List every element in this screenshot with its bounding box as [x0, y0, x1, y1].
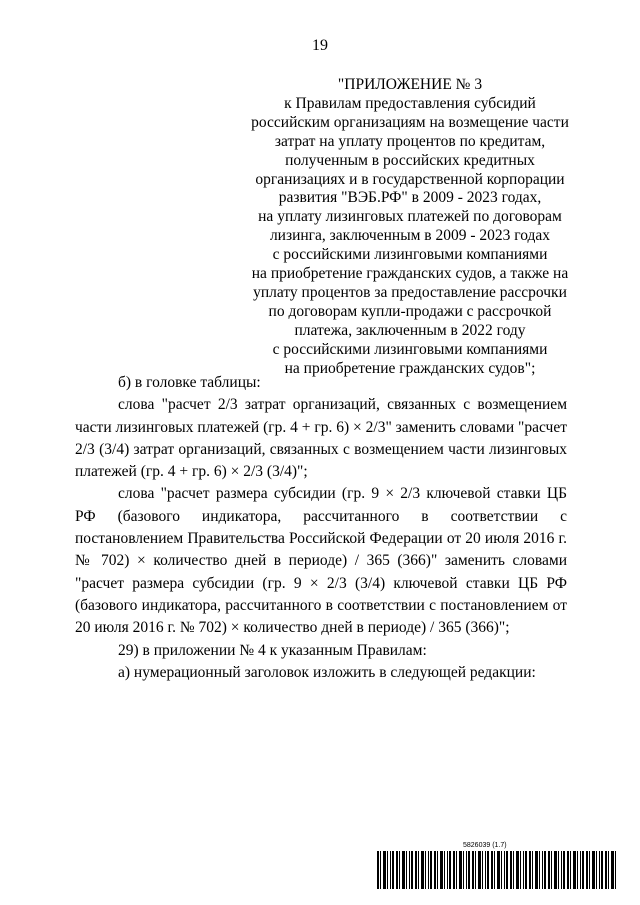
appendix-header-line: на уплату лизинговых платежей по договорам — [258, 208, 562, 226]
barcode-code: 5826039 (1.7) — [463, 842, 507, 849]
document-body — [75, 372, 567, 684]
appendix-header-line: платежа, заключенным в 2022 году — [294, 321, 526, 339]
paragraph-words-replacement-1: слова "расчет 2/3 затрат организаций, связанных с возмещением части лизинговых платежей (гр. 4 + гр. 6) × 2/3" заменить словами "расчет 2/3 (3/4) затрат организаций, связанных с возмещением части лизинговых платежей (гр. 4 + гр. 6) × 2/3 (3/4)"; — [75, 396, 567, 481]
appendix-header-line: уплату процентов за предоставление рассрочки — [253, 283, 567, 301]
barcode-block — [377, 842, 617, 890]
barcode-image — [377, 851, 617, 889]
appendix-header-line: к Правилам предоставления субсидий — [284, 94, 536, 112]
appendix-header-line: по договорам купли-продажи с рассрочкой — [268, 302, 552, 320]
paragraph-item-29: 29) в приложении № 4 к указанным Правилам: — [118, 641, 427, 659]
appendix-header-line: лизинга, заключенным в 2009 - 2023 годах — [269, 227, 551, 245]
page-number: 19 — [312, 37, 328, 54]
appendix-header-line: развития "ВЭБ.РФ" в 2009 - 2023 годах, — [278, 189, 542, 207]
appendix-header-line: с российскими лизинговыми компаниями — [272, 340, 548, 358]
appendix-header-line: на приобретение гражданских судов"; — [284, 359, 536, 377]
paragraph-words-replacement-2: слова "расчет размера субсидии (гр. 9 × 2/3 ключевой ставки ЦБ РФ (базового индикатора, рассчитанного в соответствии с постановлением Правительства Российской Федерации от 20 июля 2016 г. № 702) × количество дней в периоде) / 365 (366)" заменить словами "расчет размера субсидии (гр. 9 × 2/3 (3/4) ключевой ставки ЦБ РФ (базового индикатора, рассчитанного в соответствии с постановлением от 20 июля 2016 г. № 702) × количество дней в периоде) / 365 (366)"; — [75, 485, 567, 637]
appendix-header — [245, 76, 575, 379]
appendix-header-line: полученным в российских кредитных — [285, 151, 535, 169]
paragraph-table-header: б) в головке таблицы: — [118, 374, 261, 391]
appendix-header-line: организациях и в государственной корпорации — [255, 170, 565, 188]
appendix-header-line: на приобретение гражданских судов, а также на — [251, 265, 569, 283]
appendix-header-line: с российскими лизинговыми компаниями — [272, 246, 548, 264]
appendix-header-line: российским организациям на возмещение части — [251, 113, 569, 131]
appendix-header-line: "ПРИЛОЖЕНИЕ № 3 — [337, 76, 483, 93]
paragraph-subitem-a: а) нумерационный заголовок изложить в следующей редакции: — [118, 663, 536, 681]
appendix-header-line: затрат на уплату процентов по кредитам, — [274, 132, 546, 150]
